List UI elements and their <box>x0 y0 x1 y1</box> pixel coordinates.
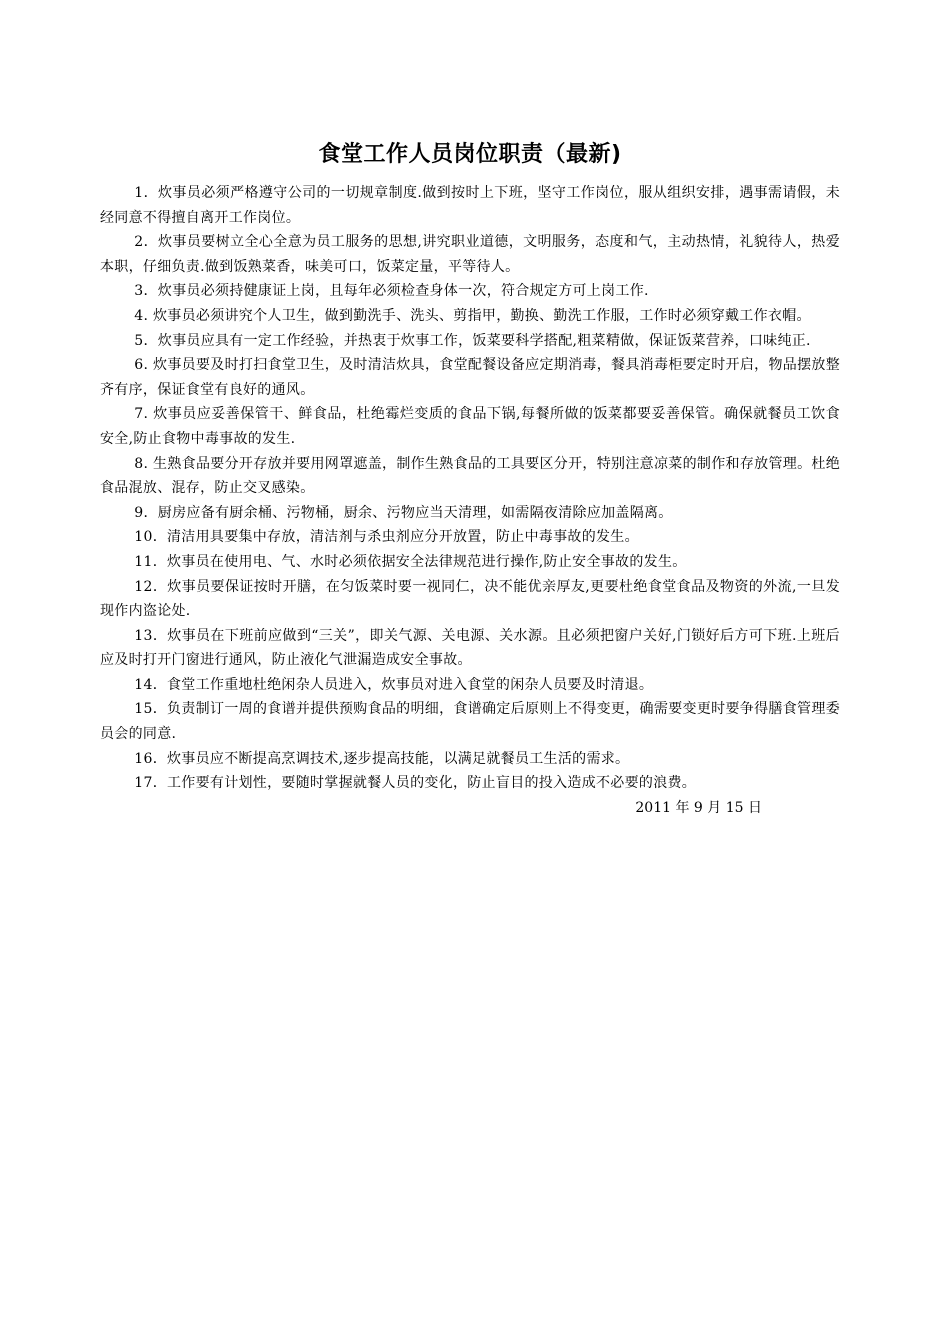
duty-item-8: 8. 生熟食品要分开存放并要用网罩遮盖，制作生熟食品的工具要区分开，特别注意凉菜的制作和存放管理。杜绝食品混放、混存，防止交叉感染。 <box>100 455 840 497</box>
document-date: 2011 年 9 月 15 日 <box>635 799 762 816</box>
duty-item-3: 3．炊事员必须持健康证上岗，且每年必须检查身体一次，符合规定方可上岗工作. <box>134 283 649 300</box>
duty-item-4: 4. 炊事员必须讲究个人卫生，做到勤洗手、洗头、剪指甲，勤换、勤洗工作服，工作时必须穿戴工作衣帽。 <box>134 307 811 324</box>
duty-item-9: 9．厨房应备有厨余桶、污物桶，厨余、污物应当天清理，如需隔夜清除应加盖隔离。 <box>134 504 673 521</box>
duty-item-6: 6. 炊事员要及时打扫食堂卫生，及时清洁炊具，食堂配餐设备应定期消毒，餐具消毒柜要定时开启，物品摆放整齐有序，保证食堂有良好的通风。 <box>100 357 840 398</box>
duty-item-11: 11．炊事员在使用电、气、水时必须依据安全法律规范进行操作,防止安全事故的发生。 <box>134 553 687 570</box>
duty-item-16: 16．炊事员应不断提高烹调技术,逐步提高技能，以满足就餐员工生活的需求。 <box>134 750 630 767</box>
duty-item-14: 14．食堂工作重地杜绝闲杂人员进入，炊事员对进入食堂的闲杂人员要及时清退。 <box>134 676 654 693</box>
duty-item-1: 1．炊事员必须严格遵守公司的一切规章制度.做到按时上下班，坚守工作岗位，服从组织安排，遇事需请假，未经同意不得擅自离开工作岗位。 <box>100 185 840 226</box>
duty-item-15: 15．负责制订一周的食谱并提供预购食品的明细，食谱确定后原则上不得变更，确需要变更时要争得膳食管理委员会的同意. <box>100 701 840 743</box>
duty-item-7: 7. 炊事员应妥善保管干、鲜食品，杜绝霉烂变质的食品下锅,每餐所做的饭菜都要妥善保管。确保就餐员工饮食安全,防止食物中毒事故的发生. <box>100 406 840 447</box>
duty-item-5: 5．炊事员应具有一定工作经验，并热衷于炊事工作，饭菜要科学搭配,粗菜精做，保证饭菜营养，口味纯正. <box>134 332 811 349</box>
document-body <box>100 181 840 820</box>
duty-item-12: 12．炊事员要保证按时开膳，在匀饭菜时要一视同仁，决不能优亲厚友,更要杜绝食堂食品及物资的外流,一旦发现作内盗论处. <box>100 578 840 620</box>
duty-item-10: 10．清洁用具要集中存放，清洁剂与杀虫剂应分开放置，防止中毒事故的发生。 <box>134 529 639 546</box>
document-title: 食堂工作人员岗位职责（最新) <box>318 142 622 167</box>
duty-item-17: 17．工作要有计划性，要随时掌握就餐人员的变化，防止盲目的投入造成不必要的浪费。 <box>134 775 697 792</box>
duty-item-2: 2．炊事员要树立全心全意为员工服务的思想,讲究职业道德，文明服务，态度和气，主动热情，礼貌待人，热爱本职，仔细负责.做到饭熟菜香，味美可口，饭菜定量，平等待人。 <box>100 234 840 275</box>
duty-item-13: 13．炊事员在下班前应做到“三关”，即关气源、关电源、关水源。且必须把窗户关好,门锁好后方可下班.上班后应及时打开门窗进行通风，防止液化气泄漏造成安全事故。 <box>100 627 840 669</box>
